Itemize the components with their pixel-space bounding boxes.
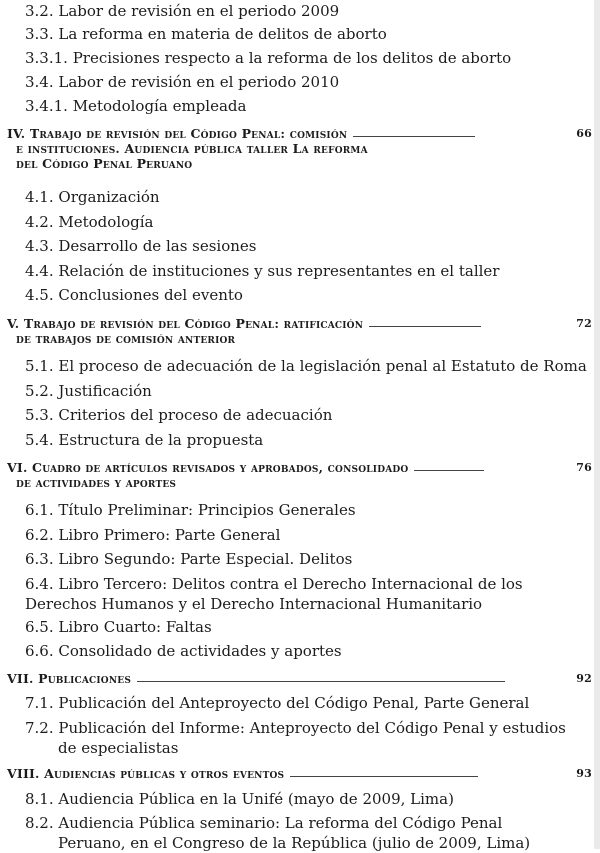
- toc-entry-3-4: 3.4. Labor de revisión en el periodo 2010: [25, 73, 340, 91]
- toc-entry-7-2: [25, 718, 566, 758]
- toc-entry-6-2: 6.2. Libro Primero: Parte General: [25, 526, 281, 544]
- toc-entry-4-5: 4.5. Conclusiones del evento: [25, 286, 243, 304]
- toc-entry-4-2: 4.2. Metodología: [25, 213, 154, 231]
- toc-entry-3-3: 3.3. La reforma en materia de delitos de aborto: [25, 25, 387, 43]
- toc-entry-8-2-line2: Peruano, en el Congreso de la República (julio de 2009, Lima): [58, 834, 531, 852]
- toc-entry-7-1: 7.1. Publicación del Anteproyecto del Código Penal, Parte General: [25, 694, 530, 712]
- toc-entry-8-1: 8.1. Audiencia Pública en la Unifé (mayo de 2009, Lima): [25, 790, 454, 808]
- toc-entry-3-4-1: 3.4.1. Metodología empleada: [25, 97, 247, 115]
- toc-section-v: [7, 316, 592, 346]
- toc-section-vii: [7, 671, 592, 686]
- section-v-title-line1: V. Trabajo de revisión del Código Penal: ratificación: [7, 316, 364, 331]
- toc-entry-4-4: 4.4. Relación de instituciones y sus representantes en el taller: [25, 262, 500, 280]
- toc-entry-5-3: 5.3. Criterios del proceso de adecuación: [25, 406, 333, 424]
- section-vii-title-line1: VII. Publicaciones: [7, 671, 132, 686]
- section-vi-title-line2: de actividades y aportes: [16, 475, 177, 490]
- section-iv-page: 66: [576, 127, 592, 140]
- dot-leader: [290, 775, 478, 777]
- toc-entry-6-1: 6.1. Título Preliminar: Principios Generales: [25, 501, 356, 519]
- toc-section-vi: [7, 460, 592, 490]
- dot-leader: [369, 325, 481, 327]
- section-vi-page: 76: [576, 461, 592, 474]
- section-iv-title-line2: e instituciones. Audiencia pública taller La reforma: [16, 141, 368, 156]
- section-v-title-line2: de trabajos de comisión anterior: [16, 331, 236, 346]
- toc-entry-6-3: 6.3. Libro Segundo: Parte Especial. Delitos: [25, 550, 353, 568]
- toc-section-viii: [7, 766, 592, 781]
- dot-leader: [353, 135, 475, 137]
- toc-entry-5-1: 5.1. El proceso de adecuación de la legislación penal al Estatuto de Roma: [25, 357, 587, 375]
- toc-entry-8-2: [25, 813, 530, 853]
- toc-entry-4-1: 4.1. Organización: [25, 188, 160, 206]
- page-edge-shadow: [594, 0, 600, 849]
- dot-leader: [137, 680, 505, 682]
- toc-entry-6-4: [25, 574, 523, 614]
- dot-leader: [414, 469, 484, 471]
- section-iv-title-line1: IV. Trabajo de revisión del Código Penal: comisión: [7, 126, 348, 141]
- toc-entry-8-2-line1: 8.2. Audiencia Pública seminario: La reforma del Código Penal: [25, 814, 503, 832]
- section-vii-page: 92: [576, 672, 592, 685]
- toc-entry-4-3: 4.3. Desarrollo de las sesiones: [25, 237, 257, 255]
- toc-entry-3-3-1: 3.3.1. Precisiones respecto a la reforma de los delitos de aborto: [25, 49, 512, 67]
- toc-entry-6-4-line2: Derechos Humanos y el Derecho Internacional Humanitario: [25, 595, 483, 613]
- toc-entry-6-6: 6.6. Consolidado de actividades y aportes: [25, 642, 342, 660]
- section-iv-title-line3: del Código Penal Peruano: [16, 156, 193, 171]
- section-viii-title-line1: VIII. Audiencias públicas y otros eventos: [7, 766, 285, 781]
- section-viii-page: 93: [576, 767, 592, 780]
- toc-section-iv: [7, 126, 592, 171]
- toc-entry-7-2-line2: de especialistas: [58, 739, 179, 757]
- toc-entry-6-4-line1: 6.4. Libro Tercero: Delitos contra el Derecho Internacional de los: [25, 575, 523, 593]
- section-v-page: 72: [576, 317, 592, 330]
- toc-entry-5-4: 5.4. Estructura de la propuesta: [25, 431, 264, 449]
- toc-entry-5-2: 5.2. Justificación: [25, 382, 152, 400]
- section-vi-title-line1: VI. Cuadro de artículos revisados y aprobados, consolidado: [7, 460, 409, 475]
- toc-entry-6-5: 6.5. Libro Cuarto: Faltas: [25, 618, 212, 636]
- toc-entry-7-2-line1: 7.2. Publicación del Informe: Anteproyecto del Código Penal y estudios: [25, 719, 566, 737]
- toc-entry-3-2: 3.2. Labor de revisión en el periodo 2009: [25, 2, 340, 20]
